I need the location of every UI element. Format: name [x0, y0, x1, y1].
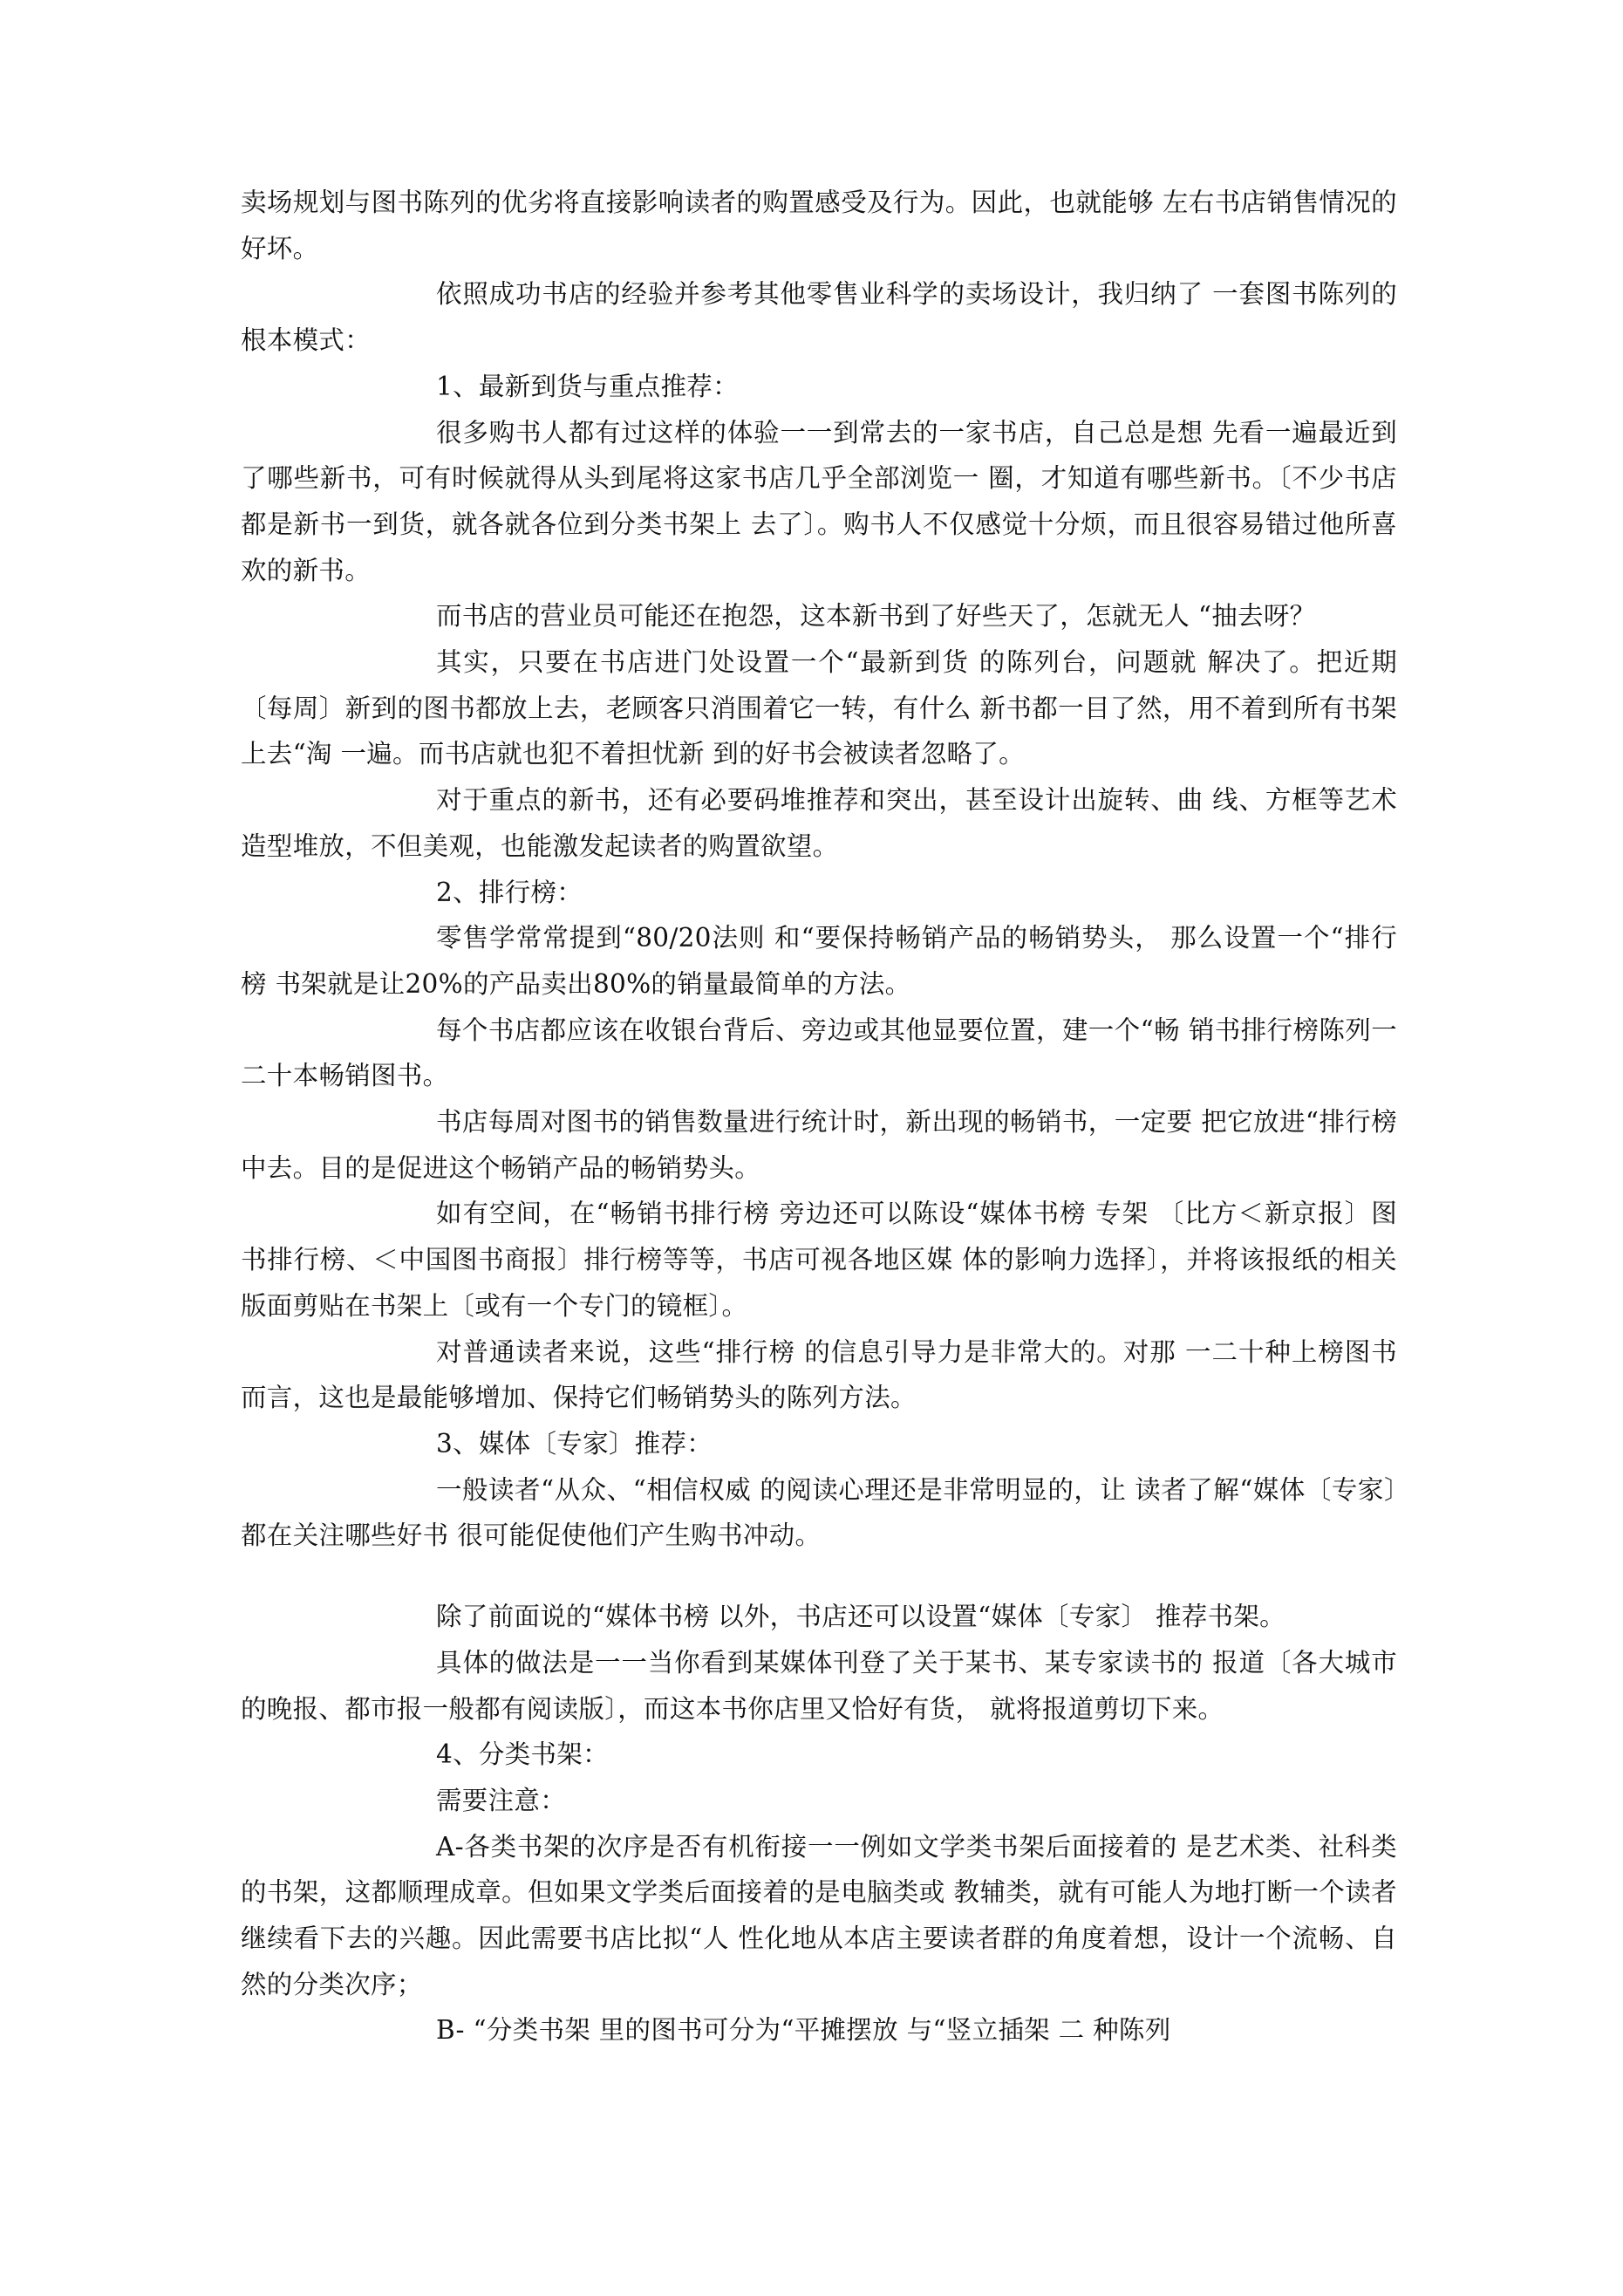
section-heading-category-shelves: 4、分类书架：	[436, 1739, 609, 1770]
paragraph-intro: 卖场规划与图书陈列的优劣将直接影响读者的购置感受及行为。因此，也就能够 左右书店销售情况的好坏。	[241, 188, 1397, 263]
section-heading-media: 3、媒体〔专家〕推荐：	[436, 1428, 713, 1459]
paragraph: 很多购书人都有过这样的体验一一到常去的一家书店，自己总是想 先看一遍最近到了哪些新书，可有时候就得从头到尾将这家书店几乎全部浏览一 圈，才知道有哪些新书。〔不少书店都是新书一到货，就各就各位到分类书架上 去了〕。购书人不仅感觉十分烦，而且很容易错过他所喜欢的新书。	[241, 417, 1397, 585]
paragraph: B- “分类书架 里的图书可分为“平摊摆放 与“竖立插架 二 种陈列	[436, 2015, 1171, 2046]
paragraph: 对普通读者来说，这些“排行榜 的信息引导力是非常大的。对那 一二十种上榜图书而言，这也是最能够增加、保持它们畅销势头的陈列方法。	[241, 1336, 1397, 1413]
paragraph: 如有空间，在“畅销书排行榜 旁边还可以陈设“媒体书榜 专架 〔比方＜新京报〕图书排行榜、＜中国图书商报〕排行榜等等，书店可视各地区媒 体的影响力选择〕，并将该报纸的相关版面剪贴在书架上〔或有一个专门的镜框〕。	[241, 1199, 1397, 1321]
paragraph: 每个书店都应该在收银台背后、旁边或其他显要位置，建一个“畅 销书排行榜陈列一二十本畅销图书。	[241, 1015, 1397, 1091]
paragraph: 除了前面说的“媒体书榜 以外，书店还可以设置“媒体〔专家〕 推荐书架。	[436, 1602, 1285, 1632]
paragraph: 书店每周对图书的销售数量进行统计时，新出现的畅销书，一定要 把它放进“排行榜 中去。目的是促进这个畅销产品的畅销势头。	[241, 1107, 1397, 1183]
paragraph: 零售学常常提到“80/20法则 和“要保持畅销产品的畅销势头， 那么设置一个“排行榜 书架就是让20%的产品卖出80%的销量最简单的方法。	[241, 923, 1397, 999]
document-page	[241, 180, 1397, 2053]
section-heading-ranking: 2、排行榜：	[436, 877, 583, 907]
paragraph: 具体的做法是一一当你看到某媒体刊登了关于某书、某专家读书的 报道〔各大城市的晚报、都市报一般都有阅读版〕，而这本书你店里又恰好有货， 就将报道剪切下来。	[241, 1647, 1397, 1724]
paragraph: A-各类书架的次序是否有机衔接一一例如文学类书架后面接着的 是艺术类、社科类的书架，这都顺理成章。但如果文学类后面接着的是电脑类或 教辅类，就有可能人为地打断一个读者继续看下去的兴趣。因此需要书店比拟“人 性化地从本店主要读者群的角度着想，设计一个流畅、自然的分类次序；	[241, 1831, 1397, 1999]
paragraph-spacer	[241, 1559, 1397, 1594]
paragraph: 而书店的营业员可能还在抱怨，这本新书到了好些天了，怎就无人 “抽去呀？	[436, 601, 1316, 632]
paragraph: 对于重点的新书，还有必要码堆推荐和突出，甚至设计出旋转、曲 线、方框等艺术造型堆放，不但美观，也能激发起读者的购置欲望。	[241, 785, 1397, 861]
paragraph: 一般读者“从众、“相信权威 的阅读心理还是非常明显的，让 读者了解“媒体〔专家〕都在关注哪些好书 很可能促使他们产生购书冲动。	[241, 1474, 1397, 1551]
paragraph: 需要注意：	[436, 1785, 567, 1815]
paragraph-summary: 依照成功书店的经验并参考其他零售业科学的卖场设计，我归纳了 一套图书陈列的根本模式：	[241, 279, 1397, 356]
paragraph: 其实，只要在书店进门处设置一个“最新到货 的陈列台，问题就 解决了。把近期〔每周〕新到的图书都放上去，老顾客只消围着它一转，有什么 新书都一目了然，用不着到所有书架上去“淘 一遍。而书店就也犯不着担忧新 到的好书会被读者忽略了。	[241, 647, 1397, 769]
section-heading-new-arrivals: 1、最新到货与重点推荐：	[436, 371, 739, 401]
